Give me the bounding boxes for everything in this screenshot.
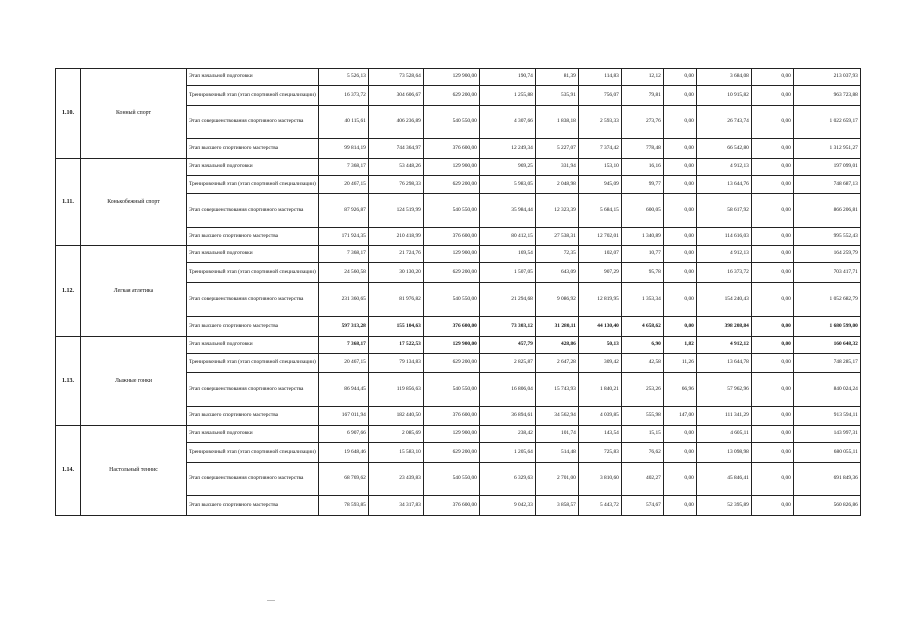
value-cell: 44 130,40 — [578, 317, 621, 337]
value-cell: 555,98 — [621, 407, 663, 426]
row-total-cell: 164 259,79 — [793, 246, 860, 263]
value-cell: 16 373,72 — [696, 263, 751, 283]
value-cell: 66,96 — [663, 373, 696, 407]
row-total-cell: 703 417,71 — [793, 263, 860, 283]
sport-name: Конькобежный спорт — [81, 159, 187, 246]
value-cell: 11,26 — [663, 354, 696, 373]
value-cell: 376 600,00 — [423, 139, 479, 159]
value-cell: 0,00 — [751, 496, 793, 516]
value-cell: 376 600,00 — [423, 496, 479, 516]
value-cell: 101,74 — [535, 426, 578, 443]
value-cell: 36 894,61 — [479, 407, 535, 426]
value-cell: 190,74 — [479, 69, 535, 86]
value-cell: 4 912,13 — [696, 246, 751, 263]
value-cell: 231 360,65 — [318, 283, 368, 317]
row-total-cell: 160 648,32 — [793, 337, 860, 354]
value-cell: 2 085,69 — [368, 426, 423, 443]
value-cell: 16 373,72 — [318, 86, 368, 106]
value-cell: 725,83 — [578, 443, 621, 463]
value-cell: 95,78 — [621, 263, 663, 283]
value-cell: 0,00 — [751, 69, 793, 86]
value-cell: 66 542,80 — [696, 139, 751, 159]
value-cell: 3 810,60 — [578, 463, 621, 496]
value-cell: 4 658,62 — [621, 317, 663, 337]
value-cell: 756,07 — [578, 86, 621, 106]
value-cell: 0,00 — [663, 426, 696, 443]
sport-name: Конный спорт — [81, 69, 187, 159]
value-cell: 153,10 — [578, 159, 621, 176]
value-cell: 5 684,15 — [578, 194, 621, 228]
value-cell: 79 134,83 — [368, 354, 423, 373]
value-cell: 76,62 — [621, 443, 663, 463]
value-cell: 169,54 — [479, 246, 535, 263]
row-total-cell: 840 024,24 — [793, 373, 860, 407]
value-cell: 155 104,63 — [368, 317, 423, 337]
value-cell: 0,00 — [751, 106, 793, 139]
value-cell: 2 048,98 — [535, 176, 578, 194]
value-cell: 0,00 — [663, 246, 696, 263]
value-cell: 0,00 — [663, 176, 696, 194]
row-total-cell: 560 826,86 — [793, 496, 860, 516]
value-cell: 23 439,83 — [368, 463, 423, 496]
value-cell: 7 368,17 — [318, 159, 368, 176]
value-cell: 78 593,85 — [318, 496, 368, 516]
value-cell: 34 562,94 — [535, 407, 578, 426]
value-cell: 907,29 — [578, 263, 621, 283]
value-cell: 744 364,97 — [368, 139, 423, 159]
value-cell: 2 647,28 — [535, 354, 578, 373]
value-cell: 969,25 — [479, 159, 535, 176]
value-cell: 2 825,87 — [479, 354, 535, 373]
value-cell: 0,00 — [751, 426, 793, 443]
table-row — [56, 337, 861, 354]
stage-label: Этап высшего спортивного мастерства — [187, 407, 319, 426]
value-cell: 376 600,00 — [423, 228, 479, 246]
stage-label: Этап начальной подготовки — [187, 69, 319, 86]
value-cell: 57 962,96 — [696, 373, 751, 407]
value-cell: 73 303,12 — [479, 317, 535, 337]
value-cell: 167 011,94 — [318, 407, 368, 426]
stage-label: Этап начальной подготовки — [187, 159, 319, 176]
value-cell: 406 236,89 — [368, 106, 423, 139]
stage-label: Этап высшего спортивного мастерства — [187, 317, 319, 337]
value-cell: 79,81 — [621, 86, 663, 106]
value-cell: 0,00 — [751, 263, 793, 283]
stage-label: Этап высшего спортивного мастерства — [187, 496, 319, 516]
row-total-cell: 748 285,17 — [793, 354, 860, 373]
value-cell: 597 313,28 — [318, 317, 368, 337]
value-cell: 114,83 — [578, 69, 621, 86]
value-cell: 12 323,39 — [535, 194, 578, 228]
value-cell: 0,00 — [663, 159, 696, 176]
value-cell: 0,00 — [663, 317, 696, 337]
value-cell: 0,00 — [751, 317, 793, 337]
value-cell: 0,00 — [663, 106, 696, 139]
value-cell: 0,00 — [663, 69, 696, 86]
value-cell: 12 819,95 — [578, 283, 621, 317]
value-cell: 13 644,76 — [696, 176, 751, 194]
value-cell: 253,26 — [621, 373, 663, 407]
value-cell: 111 341,29 — [696, 407, 751, 426]
value-cell: 4 912,12 — [696, 337, 751, 354]
value-cell: 16,16 — [621, 159, 663, 176]
value-cell: 0,00 — [751, 139, 793, 159]
value-cell: 35 984,44 — [479, 194, 535, 228]
group-code: 1.11. — [56, 159, 81, 246]
row-total-cell: 143 997,31 — [793, 426, 860, 443]
value-cell: 0,00 — [663, 496, 696, 516]
value-cell: 540 550,00 — [423, 373, 479, 407]
value-cell: 58 617,92 — [696, 194, 751, 228]
value-cell: 1 353,34 — [621, 283, 663, 317]
stage-label: Тренировочный этап (этап спортивной специализации) — [187, 354, 319, 373]
value-cell: 80 412,15 — [479, 228, 535, 246]
value-cell: 0,00 — [663, 86, 696, 106]
value-cell: 629 200,00 — [423, 263, 479, 283]
value-cell: 21 294,68 — [479, 283, 535, 317]
value-cell: 76 298,33 — [368, 176, 423, 194]
row-total-cell: 913 594,11 — [793, 407, 860, 426]
value-cell: 1 840,21 — [578, 373, 621, 407]
value-cell: 428,86 — [535, 337, 578, 354]
row-total-cell: 213 037,93 — [793, 69, 860, 86]
value-cell: 0,00 — [751, 246, 793, 263]
value-cell: 6 907,66 — [318, 426, 368, 443]
stage-label: Этап начальной подготовки — [187, 337, 319, 354]
value-cell: 5 227,07 — [535, 139, 578, 159]
value-cell: 17 522,53 — [368, 337, 423, 354]
row-total-cell: 866 206,81 — [793, 194, 860, 228]
value-cell: 7 368,17 — [318, 337, 368, 354]
value-cell: 24 560,58 — [318, 263, 368, 283]
value-cell: 4 039,85 — [578, 407, 621, 426]
value-cell: 129 900,00 — [423, 246, 479, 263]
value-cell: 0,00 — [663, 228, 696, 246]
value-cell: 0,00 — [751, 407, 793, 426]
stage-label: Этап начальной подготовки — [187, 426, 319, 443]
value-cell: 50,13 — [578, 337, 621, 354]
value-cell: 68 769,62 — [318, 463, 368, 496]
table-row — [56, 159, 861, 176]
value-cell: 5 443,72 — [578, 496, 621, 516]
stage-label: Этап высшего спортивного мастерства — [187, 228, 319, 246]
value-cell: 87 926,87 — [318, 194, 368, 228]
value-cell: 81 976,82 — [368, 283, 423, 317]
value-cell: 4 307,66 — [479, 106, 535, 139]
value-cell: 119 856,63 — [368, 373, 423, 407]
value-cell: 1,82 — [663, 337, 696, 354]
value-cell: 273,76 — [621, 106, 663, 139]
value-cell: 0,00 — [663, 283, 696, 317]
value-cell: 114 616,03 — [696, 228, 751, 246]
row-total-cell: 748 687,13 — [793, 176, 860, 194]
value-cell: 30 130,20 — [368, 263, 423, 283]
value-cell: 0,00 — [751, 283, 793, 317]
value-cell: 331,94 — [535, 159, 578, 176]
stage-label: Этап совершенствования спортивного мастерства — [187, 283, 319, 317]
row-total-cell: 1 052 682,79 — [793, 283, 860, 317]
value-cell: 0,00 — [751, 228, 793, 246]
value-cell: 457,79 — [479, 337, 535, 354]
group-code: 1.13. — [56, 337, 81, 426]
value-cell: 1 507,05 — [479, 263, 535, 283]
value-cell: 9 086,92 — [535, 283, 578, 317]
value-cell: 7 368,17 — [318, 246, 368, 263]
stage-label: Тренировочный этап (этап спортивной специализации) — [187, 443, 319, 463]
value-cell: 0,00 — [751, 194, 793, 228]
budget-table — [55, 68, 861, 516]
value-cell: 574,67 — [621, 496, 663, 516]
value-cell: 154 240,43 — [696, 283, 751, 317]
value-cell: 10,77 — [621, 246, 663, 263]
value-cell: 20 467,15 — [318, 176, 368, 194]
value-cell: 20 467,15 — [318, 354, 368, 373]
value-cell: 10 915,82 — [696, 86, 751, 106]
value-cell: 238,42 — [479, 426, 535, 443]
value-cell: 0,00 — [751, 443, 793, 463]
value-cell: 73 528,64 — [368, 69, 423, 86]
group-code: 1.14. — [56, 426, 81, 516]
value-cell: 1 838,18 — [535, 106, 578, 139]
value-cell: 13 098,98 — [696, 443, 751, 463]
value-cell: 4 605,11 — [696, 426, 751, 443]
value-cell: 309,42 — [578, 354, 621, 373]
value-cell: 5 526,13 — [318, 69, 368, 86]
value-cell: 143,54 — [578, 426, 621, 443]
value-cell: 27 538,31 — [535, 228, 578, 246]
stage-label: Этап высшего спортивного мастерства — [187, 139, 319, 159]
value-cell: 86 944,45 — [318, 373, 368, 407]
sport-name: Настольный теннис — [81, 426, 187, 516]
row-total-cell: 197 099,01 — [793, 159, 860, 176]
value-cell: 15,15 — [621, 426, 663, 443]
value-cell: 210 418,99 — [368, 228, 423, 246]
value-cell: 0,00 — [663, 263, 696, 283]
value-cell: 31 280,11 — [535, 317, 578, 337]
value-cell: 376 600,00 — [423, 317, 479, 337]
row-total-cell: 1 312 951,27 — [793, 139, 860, 159]
value-cell: 0,00 — [751, 337, 793, 354]
value-cell: 2 593,33 — [578, 106, 621, 139]
value-cell: 629 200,00 — [423, 354, 479, 373]
value-cell: 945,09 — [578, 176, 621, 194]
table-row — [56, 246, 861, 263]
value-cell: 99,77 — [621, 176, 663, 194]
value-cell: 81,39 — [535, 69, 578, 86]
value-cell: 0,00 — [751, 463, 793, 496]
value-cell: 129 900,00 — [423, 426, 479, 443]
value-cell: 540 550,00 — [423, 106, 479, 139]
value-cell: 0,00 — [663, 194, 696, 228]
value-cell: 376 600,00 — [423, 407, 479, 426]
value-cell: 21 724,76 — [368, 246, 423, 263]
value-cell: 12,12 — [621, 69, 663, 86]
value-cell: 2 701,00 — [535, 463, 578, 496]
value-cell: 0,00 — [751, 86, 793, 106]
table-row — [56, 426, 861, 443]
value-cell: 1 340,89 — [621, 228, 663, 246]
value-cell: 182 440,50 — [368, 407, 423, 426]
value-cell: 129 900,00 — [423, 69, 479, 86]
value-cell: 12 702,01 — [578, 228, 621, 246]
row-total-cell: 963 723,88 — [793, 86, 860, 106]
group-code: 1.12. — [56, 246, 81, 337]
value-cell: 99 814,19 — [318, 139, 368, 159]
row-total-cell: 680 055,11 — [793, 443, 860, 463]
row-total-cell: 1 022 659,17 — [793, 106, 860, 139]
value-cell: 3 858,57 — [535, 496, 578, 516]
row-total-cell: 1 680 599,00 — [793, 317, 860, 337]
value-cell: 0,00 — [751, 373, 793, 407]
value-cell: 304 606,67 — [368, 86, 423, 106]
value-cell: 72,35 — [535, 246, 578, 263]
stage-label: Тренировочный этап (этап спортивной специализации) — [187, 176, 319, 194]
value-cell: 0,00 — [751, 176, 793, 194]
value-cell: 124 519,99 — [368, 194, 423, 228]
value-cell: 0,00 — [751, 159, 793, 176]
value-cell: 540 550,00 — [423, 463, 479, 496]
value-cell: 15 583,10 — [368, 443, 423, 463]
value-cell: 147,00 — [663, 407, 696, 426]
value-cell: 0,00 — [663, 139, 696, 159]
stage-label: Этап начальной подготовки — [187, 246, 319, 263]
value-cell: 398 208,84 — [696, 317, 751, 337]
value-cell: 26 743,74 — [696, 106, 751, 139]
value-cell: 0,00 — [663, 463, 696, 496]
stage-label: Тренировочный этап (этап спортивной специализации) — [187, 86, 319, 106]
value-cell: 171 924,35 — [318, 228, 368, 246]
stage-label: Этап совершенствования спортивного мастерства — [187, 463, 319, 496]
value-cell: 102,07 — [578, 246, 621, 263]
table-row — [56, 69, 861, 86]
value-cell: 0,00 — [751, 354, 793, 373]
value-cell: 1 255,88 — [479, 86, 535, 106]
value-cell: 15 743,93 — [535, 373, 578, 407]
value-cell: 5 983,05 — [479, 176, 535, 194]
sport-name: Легкая атлетика — [81, 246, 187, 337]
scan-mark — [267, 600, 275, 601]
value-cell: 12 249,34 — [479, 139, 535, 159]
value-cell: 129 900,00 — [423, 159, 479, 176]
value-cell: 6,90 — [621, 337, 663, 354]
value-cell: 53 448,26 — [368, 159, 423, 176]
row-total-cell: 691 849,36 — [793, 463, 860, 496]
group-code: 1.10. — [56, 69, 81, 159]
value-cell: 13 644,78 — [696, 354, 751, 373]
value-cell: 0,00 — [663, 443, 696, 463]
stage-label: Этап совершенствования спортивного мастерства — [187, 194, 319, 228]
value-cell: 9 042,33 — [479, 496, 535, 516]
value-cell: 19 648,46 — [318, 443, 368, 463]
row-total-cell: 995 552,43 — [793, 228, 860, 246]
value-cell: 402,27 — [621, 463, 663, 496]
value-cell: 1 205,64 — [479, 443, 535, 463]
value-cell: 514,48 — [535, 443, 578, 463]
value-cell: 3 684,08 — [696, 69, 751, 86]
value-cell: 42,58 — [621, 354, 663, 373]
sport-name: Лыжные гонки — [81, 337, 187, 426]
value-cell: 643,09 — [535, 263, 578, 283]
value-cell: 6 329,63 — [479, 463, 535, 496]
value-cell: 7 374,42 — [578, 139, 621, 159]
value-cell: 129 900,00 — [423, 337, 479, 354]
value-cell: 629 200,00 — [423, 86, 479, 106]
value-cell: 540 550,00 — [423, 283, 479, 317]
value-cell: 4 912,13 — [696, 159, 751, 176]
value-cell: 778,48 — [621, 139, 663, 159]
stage-label: Этап совершенствования спортивного мастерства — [187, 373, 319, 407]
value-cell: 535,91 — [535, 86, 578, 106]
stage-label: Этап совершенствования спортивного мастерства — [187, 106, 319, 139]
value-cell: 40 115,61 — [318, 106, 368, 139]
value-cell: 45 846,41 — [696, 463, 751, 496]
value-cell: 52 395,89 — [696, 496, 751, 516]
value-cell: 34 317,83 — [368, 496, 423, 516]
value-cell: 540 550,00 — [423, 194, 479, 228]
value-cell: 16 806,04 — [479, 373, 535, 407]
value-cell: 629 200,00 — [423, 176, 479, 194]
value-cell: 629 200,00 — [423, 443, 479, 463]
stage-label: Тренировочный этап (этап спортивной специализации) — [187, 263, 319, 283]
value-cell: 600,05 — [621, 194, 663, 228]
